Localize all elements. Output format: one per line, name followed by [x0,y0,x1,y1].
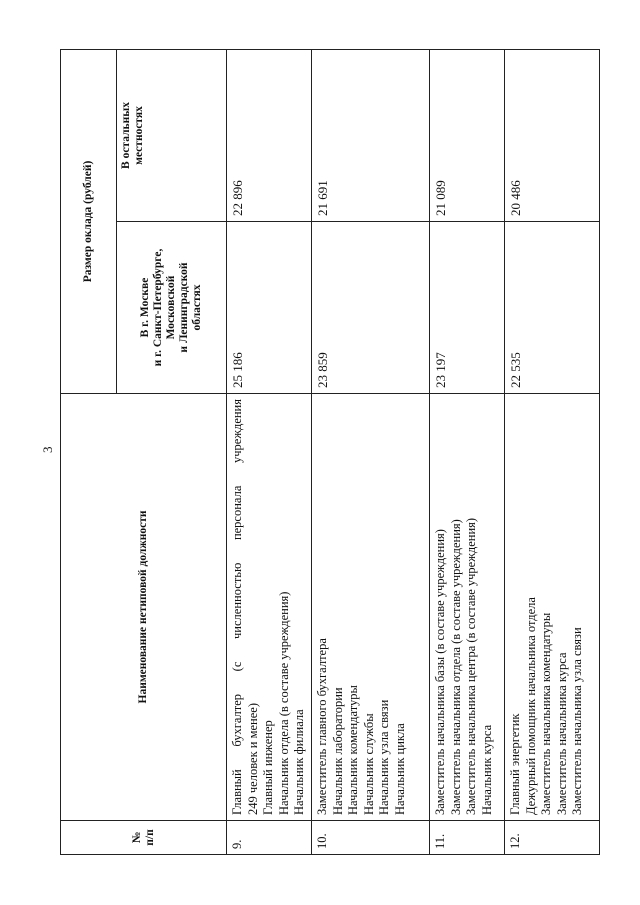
salary-other: 22 896 [227,49,312,221]
salary-other: 21 691 [312,49,430,221]
salary-moscow: 25 186 [227,222,312,394]
header-other-localities: В остальных местностях [117,49,227,221]
position-name: Заместитель начальника базы (в составе учреждения) [433,529,447,815]
position-name: Начальник цикла [392,723,407,815]
header-number: № п/п [61,821,227,855]
position-name: Заместитель главного бухгалтера [315,638,329,815]
row-number: 11. [430,821,505,855]
position-name: 249 человек и менее) [245,703,260,815]
position-name: Заместитель начальника отдела (в составе учреждения) [448,519,463,815]
table-row [430,49,505,854]
page-number: 3 [40,446,55,453]
salary-moscow: 23 197 [430,222,505,394]
row-number: 10. [312,821,430,855]
position-name: Главный инженер [261,720,276,815]
row-number: 9. [227,821,312,855]
header-position-name: Наименование нетиповой должности [61,394,227,821]
position-list [312,394,430,821]
header-moscow: В г. Москве и г. Санкт-Петербурге, Московской и Ленинградской областях [117,222,227,394]
table-row [312,49,430,854]
position-name: Начальник службы [361,713,376,815]
salary-other: 21 089 [430,49,505,221]
position-list [430,394,505,821]
position-name: Дежурный помощник начальника отдела [523,597,538,815]
position-name: Главный энергетик [508,713,522,815]
position-name: Начальник комендатуры [346,685,361,815]
table-row [227,49,312,854]
position-name: Начальник узла связи [377,699,392,815]
position-name: Начальник лаборатории [330,687,345,815]
position-list [505,394,600,821]
rotated-table-container [60,50,585,855]
salary-table [60,49,600,855]
salary-moscow: 22 535 [505,222,600,394]
table-row [505,49,600,854]
position-name: Начальник филиала [292,709,307,815]
salary-moscow: 23 859 [312,222,430,394]
position-name: Заместитель начальника узла связи [570,627,585,815]
position-name: Начальник отдела (в составе учреждения) [276,591,291,815]
salary-other: 20 486 [505,49,600,221]
position-list [227,394,312,821]
position-name: Главный бухгалтер (с численностью персонала учреждения [230,399,244,815]
position-name: Заместитель начальника курса [554,652,569,815]
row-number: 12. [505,821,600,855]
header-salary-group: Размер оклада (рублей) [61,49,117,393]
position-name: Начальник курса [479,724,494,815]
position-name: Заместитель начальника центра (в составе учреждения) [464,517,479,815]
position-name: Заместитель начальника комендатуры [539,612,554,815]
